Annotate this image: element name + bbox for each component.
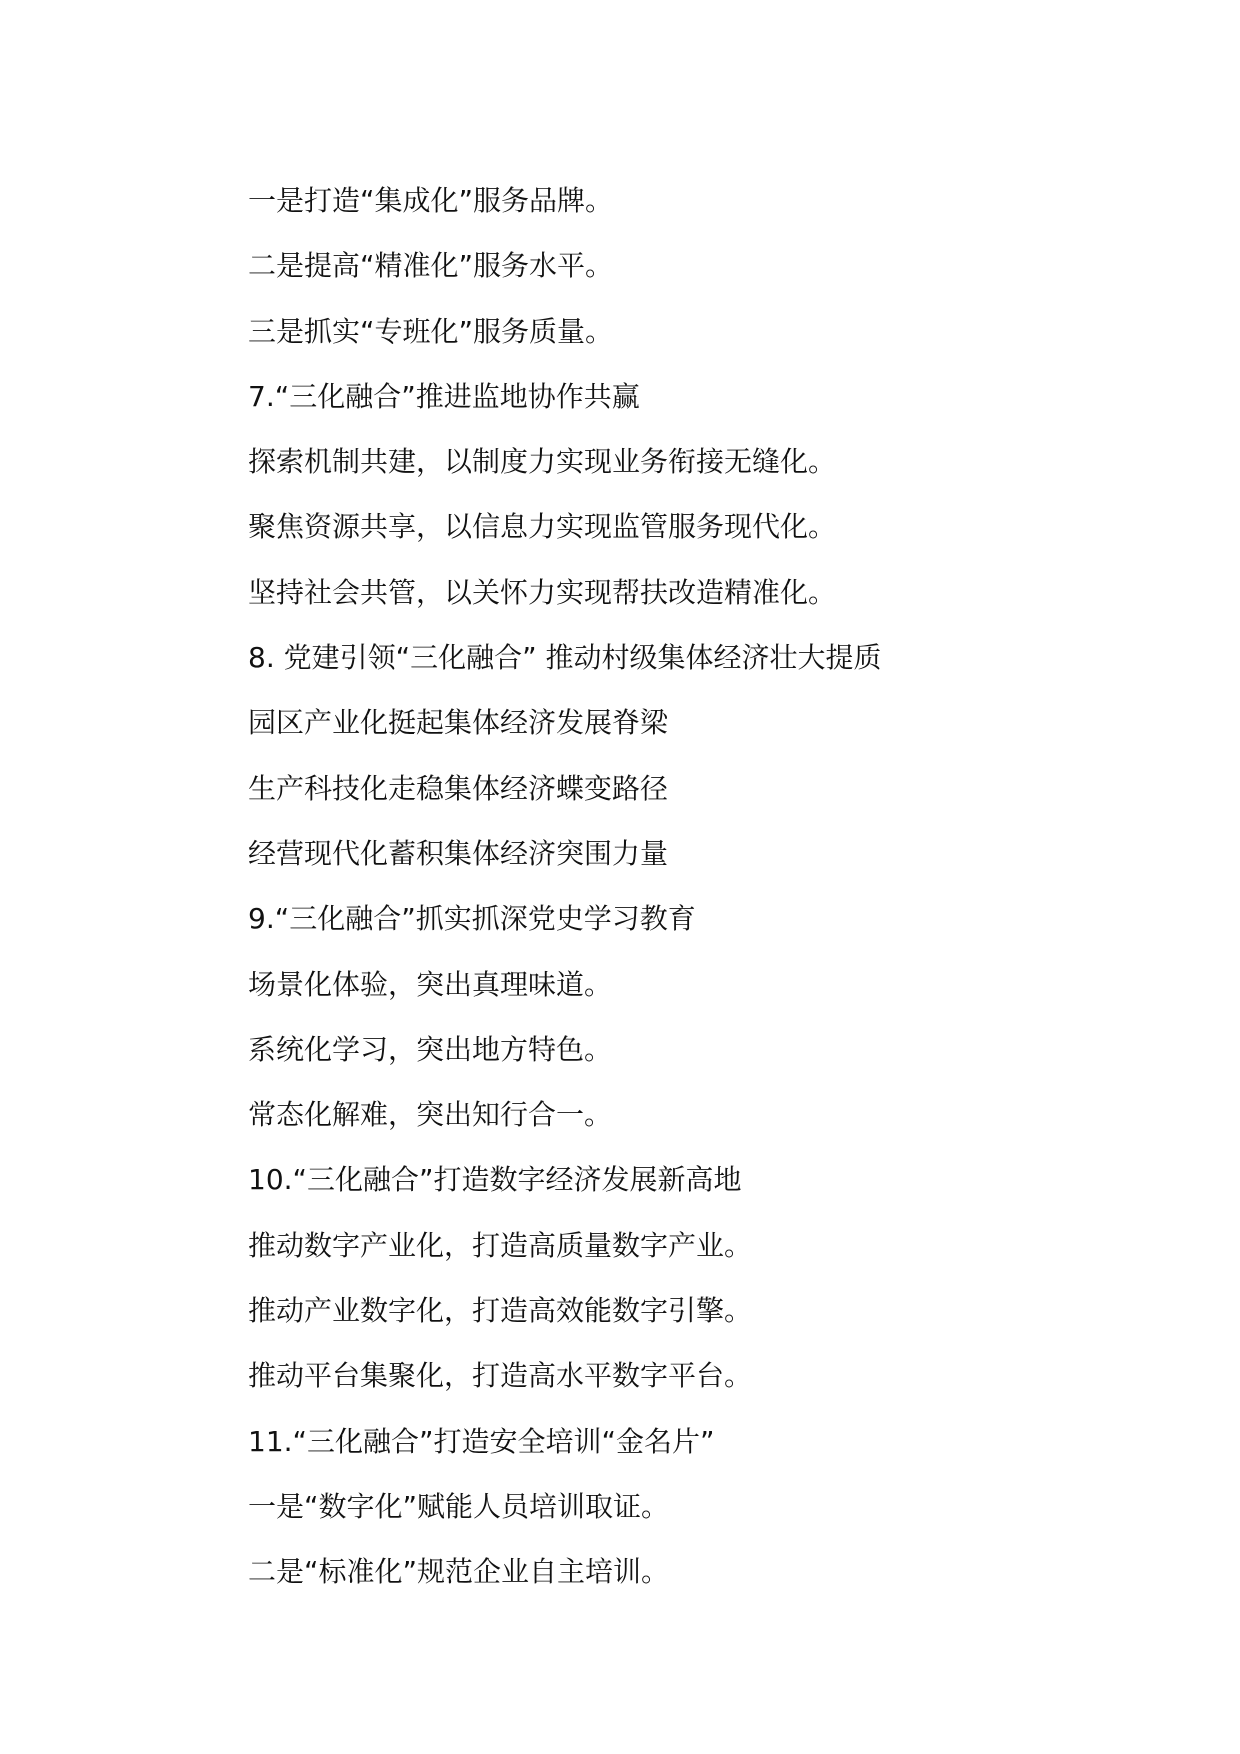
text-line: 经营现代化蓄积集体经济突围力量 [248,836,669,870]
section-heading: 9.“三化融合”抓实抓深党史学习教育 [248,902,696,936]
text-line: 生产科技化走稳集体经济蝶变路径 [248,771,669,805]
section-heading: 11.“三化融合”打造安全培训“金名片” [248,1424,715,1458]
text-line: 坚持社会共管，以关怀力实现帮扶改造精准化。 [248,575,837,609]
text-line: 聚焦资源共享，以信息力实现监管服务现代化。 [248,510,837,544]
text-line: 二是提高“精准化”服务水平。 [248,249,614,283]
text-line: 三是抓实“专班化”服务质量。 [248,314,614,348]
section-heading: 8. 党建引领“三化融合” 推动村级集体经济壮大提质 [248,641,882,675]
text-line: 场景化体验，突出真理味道。 [248,967,613,1001]
section-heading: 10.“三化融合”打造数字经济发展新高地 [248,1163,742,1197]
text-line: 二是“标准化”规范企业自主培训。 [248,1555,670,1589]
section-heading: 7.“三化融合”推进监地协作共赢 [248,379,640,413]
text-line: 推动产业数字化，打造高效能数字引擎。 [248,1294,753,1328]
text-line: 园区产业化挺起集体经济发展脊梁 [248,706,669,740]
text-line: 系统化学习，突出地方特色。 [248,1032,613,1066]
text-line: 推动平台集聚化，打造高水平数字平台。 [248,1359,753,1393]
text-line: 一是“数字化”赋能人员培训取证。 [248,1489,670,1523]
text-line: 一是打造“集成化”服务品牌。 [248,184,614,217]
text-line: 探索机制共建，以制度力实现业务衔接无缝化。 [248,445,837,479]
text-line: 常态化解难，突出知行合一。 [248,1098,613,1132]
document-body [248,168,1148,1605]
text-line: 推动数字产业化，打造高质量数字产业。 [248,1228,753,1262]
